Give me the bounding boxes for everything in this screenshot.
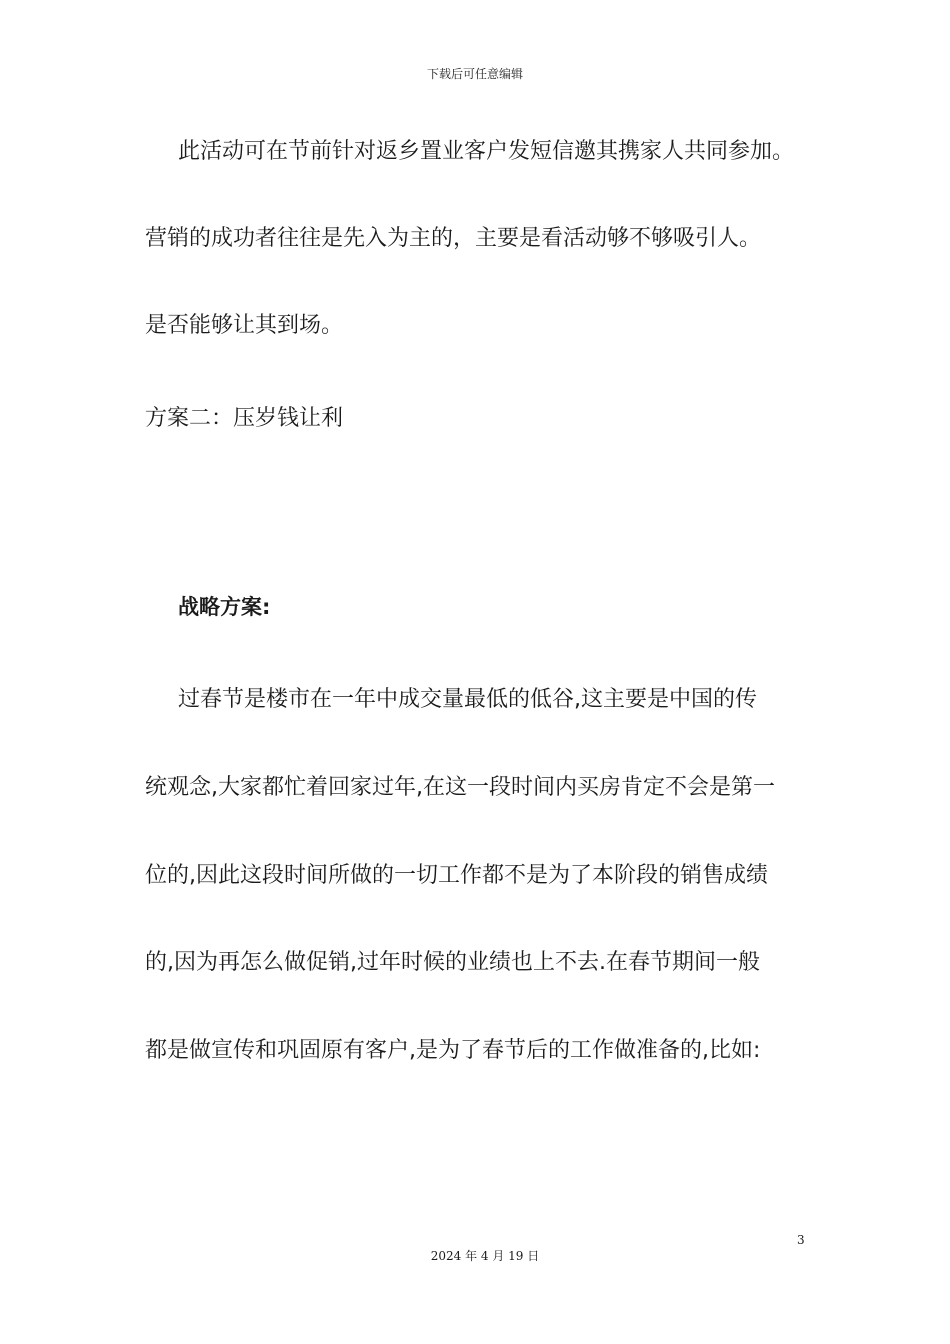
page-number: 3 — [797, 1233, 805, 1247]
body-line: 营销的成功者往往是先入为主的，主要是看活动够不够吸引人。 — [145, 226, 762, 251]
paragraph-line: 统观念,大家都忙着回家过年,在这一段时间内买房肯定不会是第一 — [145, 775, 775, 800]
paragraph-line: 位的,因此这段时间所做的一切工作都不是为了本阶段的销售成绩 — [145, 863, 768, 888]
paragraph-line: 都是做宣传和巩固原有客户,是为了春节后的工作做准备的,比如: — [145, 1038, 761, 1063]
header-note: 下载后可任意编辑 — [426, 67, 523, 81]
body-line: 是否能够让其到场。 — [145, 313, 344, 338]
footer-date: 2024 年 4 月 19 日 — [430, 1249, 540, 1263]
plan-two-heading: 方案二：压岁钱让利 — [145, 406, 344, 431]
paragraph-line: 过春节是楼市在一年中成交量最低的低谷,这主要是中国的传 — [178, 687, 757, 712]
paragraph-line: 的,因为再怎么做促销,过年时候的业绩也上不去.在春节期间一般 — [145, 950, 760, 975]
section-heading: 战略方案: — [178, 595, 271, 619]
body-line: 此活动可在节前针对返乡置业客户发短信邀其携家人共同参加。 — [178, 139, 795, 164]
